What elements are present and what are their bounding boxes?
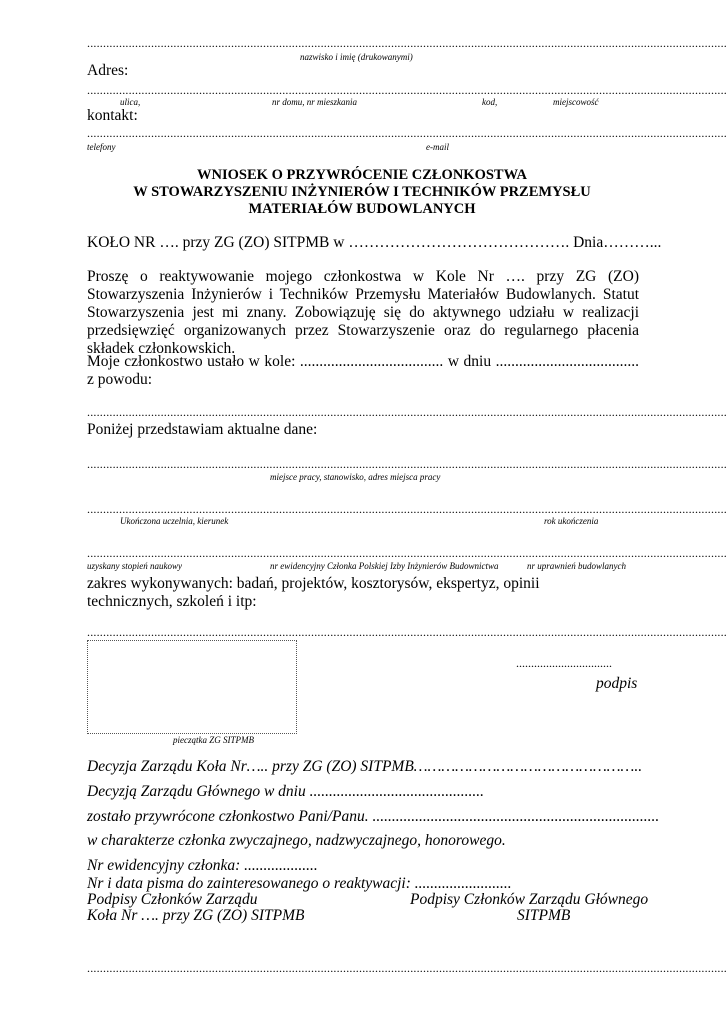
degree-dotted-line[interactable]: ........................................................................................................................................................................................................: [87, 546, 727, 560]
signature-dotted-line[interactable]: ................................: [516, 656, 612, 670]
degree-caption: uzyskany stopień naukowy: [87, 561, 182, 571]
addr-caption-house: nr domu, nr mieszkania: [272, 97, 357, 107]
signature-label: podpis: [596, 675, 638, 692]
address-label: Adres:: [87, 62, 129, 79]
graduation-year-caption: rok ukończenia: [544, 516, 599, 526]
university-dotted-line[interactable]: ........................................................................................................................................................................................................: [87, 502, 727, 516]
contact-label: kontakt:: [87, 107, 138, 124]
scope-of-work-text: zakres wykonywanych: badań, projektów, kosztorysów, ekspertyz, opinii technicznych, szkoleń i itp:: [87, 575, 540, 610]
contact-dotted-line[interactable]: ........................................................................................................................................................................................................: [87, 126, 727, 140]
contact-caption-email: e-mail: [426, 142, 449, 152]
request-paragraph: Proszę o reaktywowanie mojego członkostwa w Kole Nr …. przy ZG (ZO) Stowarzyszenia Inżynierów i Techników Przemysłu Materiałów Budowlanych. Statut Stowarzyszenia jest mi znany. Zobowiązuję się do aktywnego udziału w realizacji przedsięwzięć organizowanych przez Stowarzyszenie oraz do regularnego płacenia składek członkowskich.: [87, 268, 639, 357]
decision-main-board: Decyzją Zarządu Głównego w dniu .............................................: [87, 783, 484, 800]
form-title-line-1: WNIOSEK O PRZYWRÓCENIE CZŁONKOSTWA: [197, 167, 527, 183]
piib-number-caption: nr ewidencyjny Członka Polskiej Izby Inżynierów Budownictwa: [270, 561, 499, 571]
bottom-dotted-line[interactable]: ........................................................................................................................................................................................................: [87, 961, 727, 975]
license-number-caption: nr uprawnień budowlanych: [527, 561, 626, 571]
membership-restored: zostało przywrócone członkostwo Pani/Panu. ..........................................................................: [87, 808, 660, 825]
workplace-dotted-line[interactable]: ........................................................................................................................................................................................................: [87, 457, 727, 471]
signatures-kolo-line-2: Koła Nr …. przy ZG (ZO) SITPMB: [87, 907, 305, 924]
reason-dotted-line[interactable]: ........................................................................................................................................................................................................: [87, 405, 727, 419]
reactivation-letter: Nr i data pisma do zainteresowanego o reaktywacji: .........................: [87, 875, 512, 892]
addr-caption-postcode: kod,: [482, 97, 498, 107]
university-caption: Ukończona uczelnia, kierunek: [120, 516, 229, 526]
signatures-main-board-line-1: Podpisy Członków Zarządu Głównego: [410, 891, 649, 908]
kolo-line: KOŁO NR …. przy ZG (ZO) SITPMB w ……………………………………. Dnia………...: [87, 234, 662, 251]
membership-capacity: w charakterze członka zwyczajnego, nadzwyczajnego, honorowego.: [87, 832, 506, 849]
contact-caption-phone: telefony: [87, 142, 116, 152]
addr-caption-city: miejscowość: [553, 97, 599, 107]
decision-kolo: Decyzja Zarządu Koła Nr….. przy ZG (ZO) SITPMB…………………………………………..: [87, 758, 643, 775]
signatures-main-board-line-2: SITPMB: [517, 907, 571, 924]
address-dotted-line[interactable]: ........................................................................................................................................................................................................: [87, 83, 727, 97]
name-dotted-line[interactable]: ........................................................................................................................................................................................................: [87, 36, 727, 50]
stamp-caption: pieczątka ZG SITPMB: [173, 735, 254, 745]
form-title-line-3: MATERIAŁÓW BUDOWLANYCH: [248, 201, 476, 217]
current-data-label: Poniżej przedstawiam aktualne dane:: [87, 421, 318, 438]
member-number: Nr ewidencyjny członka: ...................: [87, 857, 318, 874]
stamp-box: [87, 640, 297, 734]
membership-ended-text: Moje członkostwo ustało w kole: ..................................... w dniu ..................................... z powodu:: [87, 353, 639, 388]
workplace-caption: miejsce pracy, stanowisko, adres miejsca pracy: [270, 472, 441, 482]
name-caption: nazwisko i imię (drukowanymi): [300, 52, 413, 62]
signatures-kolo-line-1: Podpisy Członków Zarządu: [87, 891, 258, 908]
form-title-line-2: W STOWARZYSZENIU INŻYNIERÓW I TECHNIKÓW PRZEMYSŁU: [133, 184, 591, 200]
scope-dotted-line[interactable]: ........................................................................................................................................................................................................: [87, 625, 727, 639]
addr-caption-street: ulica,: [120, 97, 141, 107]
